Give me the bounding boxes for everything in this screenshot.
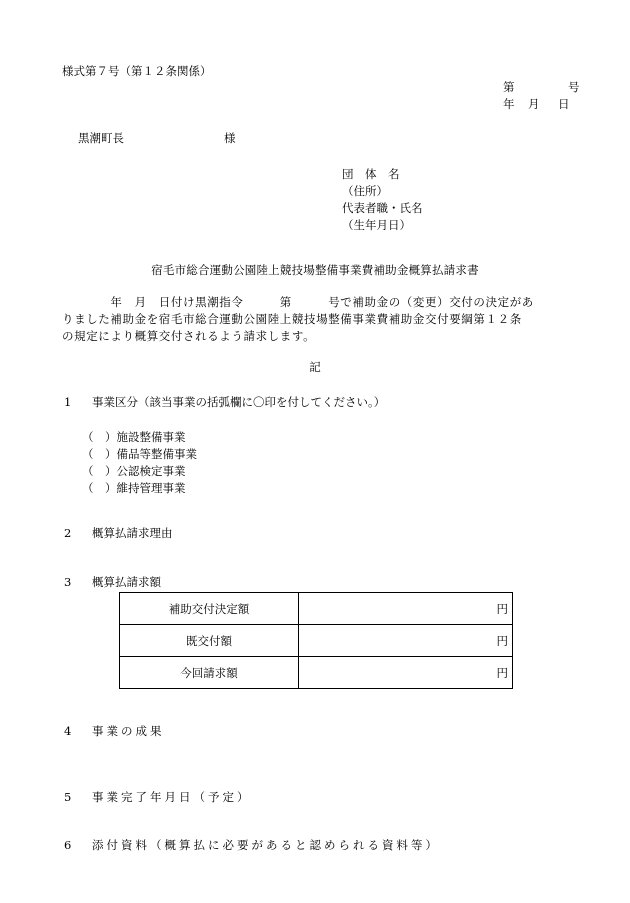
ki-heading: 記: [309, 360, 321, 374]
table-row: [120, 625, 513, 657]
amount-label: 既交付額: [120, 625, 299, 657]
section-label: 事業の成果: [92, 724, 165, 738]
request-body-line: りました補助金を宿毛市総合運動公園陸上競技場整備事業費補助金交付要綱第１２条: [62, 312, 522, 326]
section-label: 概算払請求額: [92, 575, 161, 589]
section-4-heading: [64, 726, 165, 738]
request-body: [62, 294, 582, 345]
sender-representative: 代表者職・氏名: [342, 201, 423, 215]
amount-value-cell[interactable]: 円: [299, 593, 513, 625]
sender-group-name: 団 体 名: [342, 167, 400, 181]
section-number: 6: [64, 838, 72, 852]
sender-block: [342, 166, 423, 234]
option-facility-maintenance[interactable]: （ ）施設整備事業: [82, 430, 186, 444]
amount-value-cell[interactable]: 円: [299, 657, 513, 689]
request-body-line: 年 月 日付け黒潮指令 第 号で補助金の（変更）交付の決定があ: [62, 295, 534, 309]
section-label: 事業完了年月日（予定）: [92, 790, 252, 804]
section-number: 1: [64, 395, 72, 409]
date-day-label: 日: [558, 97, 570, 111]
section-label: 事業区分（該当事業の括弧欄に〇印を付してください。）: [92, 395, 386, 409]
section-number: 5: [64, 790, 72, 804]
option-equipment-maintenance[interactable]: （ ）備品等整備事業: [82, 447, 197, 461]
section-label: 添付資料（概算払に必要があると認められる資料等）: [92, 838, 440, 852]
document-title: 宿毛市総合運動公園陸上競技場整備事業費補助金概算払請求書: [151, 263, 479, 277]
amount-table: [119, 592, 513, 689]
section-number: 4: [64, 724, 72, 738]
sender-birthdate: （生年月日）: [342, 218, 411, 232]
amount-value-cell[interactable]: 円: [299, 625, 513, 657]
business-category-options: [82, 429, 197, 497]
date-year-label: 年: [503, 97, 515, 111]
request-body-line: の規定により概算交付されるよう請求します。: [62, 329, 316, 343]
amount-label: 補助交付決定額: [120, 593, 299, 625]
addressee-name: 黒潮町長: [78, 131, 124, 145]
addressee-honorific: 様: [224, 131, 236, 145]
option-certification-inspection[interactable]: （ ）公認検定事業: [82, 464, 186, 478]
section-5-heading: [64, 792, 252, 804]
section-label: 概算払請求理由: [92, 526, 173, 540]
section-2-heading: [64, 528, 173, 540]
date-month-label: 月: [528, 97, 540, 111]
form-number: 様式第７号（第１２条関係）: [62, 64, 212, 78]
section-6-heading: [64, 840, 440, 852]
table-row: [120, 593, 513, 625]
table-row: [120, 657, 513, 689]
option-upkeep-management[interactable]: （ ）維持管理事業: [82, 481, 186, 495]
sender-address: （住所）: [342, 184, 388, 198]
document-number-prefix: 第: [503, 80, 515, 94]
amount-label: 今回請求額: [120, 657, 299, 689]
section-number: 3: [64, 575, 72, 589]
document-number-suffix: 号: [568, 80, 580, 94]
section-number: 2: [64, 526, 72, 540]
section-1-heading: [64, 397, 385, 409]
section-3-heading: [64, 577, 161, 589]
